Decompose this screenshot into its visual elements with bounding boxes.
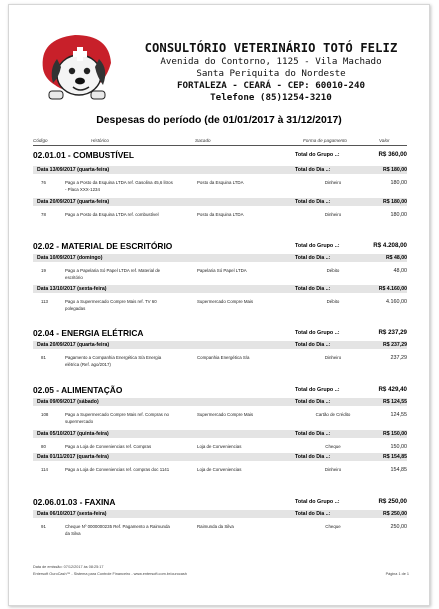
page-number: Página 1 de 1 [385, 572, 409, 576]
row-history: Pago a Supermercado Compre Mais ref. Compras no supermercado [65, 412, 169, 424]
table-row [33, 211, 407, 227]
clinic-header [121, 41, 421, 104]
day-header [33, 285, 407, 293]
row-payee: Loja de Conveniencias [197, 444, 242, 449]
row-payment-form: Dinheiro [324, 355, 342, 360]
day-total-value: R$ 124,55 [383, 399, 407, 405]
row-code: 91 [41, 524, 46, 529]
day-total-label: Total do Dia ..: [295, 255, 331, 261]
day-total-value: R$ 154,85 [383, 454, 407, 460]
row-value: 154,85 [390, 467, 407, 473]
clinic-logo [35, 29, 117, 111]
row-code: 108 [41, 412, 49, 417]
address-line1: Avenida do Contorno, 1125 - Vila Machado [160, 56, 382, 67]
group-header [33, 241, 407, 251]
group-total-value: R$ 360,00 [378, 151, 407, 158]
day-total-label: Total do Dia ..: [295, 399, 331, 405]
day-total-value: R$ 237,29 [383, 342, 407, 348]
row-code: 114 [41, 467, 48, 472]
software-credit: Entersoft OuroCash™ - Sistema para Controle Financeiro - www.entersoft.com.br/ourocash [33, 572, 187, 576]
day-total-label: Total do Dia ..: [295, 167, 331, 173]
row-value: 150,00 [390, 444, 407, 450]
row-code: 81 [41, 355, 46, 360]
row-payment-form: Débito [326, 299, 340, 304]
emission-date: Data de emissão: 07/12/2017 às 08:25:17 [33, 565, 104, 569]
phone-line: Telefone (85)1254-3210 [210, 92, 332, 103]
row-history: Pago a Supermercado Compre Mais ref. TV 60 polegadas [65, 299, 157, 311]
day-total-value: R$ 180,00 [383, 167, 407, 173]
day-date: Data 10/09/2017 (domingo) [37, 255, 103, 261]
day-total-label: Total do Dia ..: [295, 342, 331, 348]
row-history: Pago a Loja de Conveniencias ref. compras doc 1141 [65, 467, 170, 472]
day-date: Data 06/10/2017 (sexta-feira) [37, 511, 107, 517]
group-header [33, 150, 407, 160]
row-history: Pago a Posto da Esquina LTDA ref. Gasolina 45,6 litros - Placa XXX-1234 [65, 180, 173, 192]
row-history: Pago a Loja de Conveniencias ref. Compras [65, 444, 152, 449]
table-row [33, 354, 407, 370]
row-value: 237,29 [390, 355, 407, 361]
day-header [33, 453, 407, 461]
group-total-value: R$ 4.208,00 [373, 242, 407, 249]
column-header-payee: Sacado [195, 138, 211, 143]
row-code: 113 [41, 299, 48, 304]
day-date: Data 01/11/2017 (quarta-feira) [37, 454, 109, 460]
row-payee: Supermercado Compre Mais [197, 412, 254, 417]
row-payee: Raimunda da Silva [197, 524, 234, 529]
row-payment-form: Dinheiro [324, 212, 342, 217]
report-title: Despesas do período (de 01/01/2017 à 31/12/2017) [96, 115, 342, 126]
day-total-label: Total do Dia ..: [295, 199, 331, 205]
row-code: 19 [41, 268, 46, 273]
group-name: 02.06.01.03 - FAXINA [33, 497, 116, 507]
group-name: 02.01.01 - COMBUSTÍVEL [33, 150, 134, 160]
table-row [33, 466, 407, 482]
day-date: Data 20/09/2017 (quarta-feira) [37, 342, 110, 348]
group-total-label: Total do Grupo ..: [295, 387, 340, 393]
group-total-label: Total do Grupo ..: [295, 499, 340, 505]
day-total-value: R$ 250,00 [383, 511, 407, 517]
row-payee: Papelaria Só Papel LTDA [197, 268, 247, 273]
day-header [33, 510, 407, 518]
group-total-label: Total do Grupo ..: [295, 152, 340, 158]
row-history: Pagamento a Companhia Energética S/a Energia elétrica (Ref. ago/2017) [65, 355, 162, 367]
column-header-code: Código [33, 138, 48, 143]
day-total-value: R$ 4.160,00 [378, 286, 407, 292]
table-row [33, 267, 407, 283]
row-payee: Loja de Conveniencias [197, 467, 242, 472]
day-total-label: Total do Dia ..: [295, 454, 331, 460]
header-divider [33, 145, 407, 146]
day-header [33, 166, 407, 174]
row-value: 4.160,00 [386, 299, 407, 305]
table-row [33, 523, 407, 539]
row-value: 180,00 [390, 180, 407, 186]
group-total-value: R$ 237,29 [378, 329, 407, 336]
day-header [33, 398, 407, 406]
row-value: 180,00 [390, 212, 407, 218]
day-total-label: Total do Dia ..: [295, 431, 331, 437]
group-total-value: R$ 250,00 [378, 498, 407, 505]
table-row [33, 179, 407, 195]
group-total-label: Total do Grupo ..: [295, 243, 340, 249]
row-value: 48,00 [393, 268, 407, 274]
row-code: 80 [41, 444, 46, 449]
day-date: Data 13/09/2017 (quarta-feira) [37, 167, 110, 173]
group-header [33, 497, 407, 507]
day-total-value: R$ 150,00 [383, 431, 407, 437]
day-header [33, 254, 407, 262]
row-history: Cheque Nº 0000000235 Ref. Pagamento a Raimunda da Silva [65, 524, 170, 536]
group-header [33, 328, 407, 338]
row-payment-form: Débito [326, 268, 340, 273]
address-line2: Santa Periquita do Nordeste [196, 68, 346, 79]
row-payment-form: Dinheiro [324, 467, 342, 472]
row-value: 250,00 [390, 524, 407, 530]
row-payee: Posto da Esquina LTDA [197, 180, 244, 185]
row-payment-form: Cartão de Crédito [315, 412, 351, 417]
row-code: 78 [41, 212, 46, 217]
group-name: 02.02 - MATERIAL DE ESCRITÓRIO [33, 241, 173, 251]
row-payment-form: Dinheiro [324, 180, 342, 185]
row-code: 76 [41, 180, 46, 185]
group-name: 02.04 - ENERGIA ELÉTRICA [33, 328, 144, 338]
day-total-value: R$ 48,00 [385, 255, 407, 261]
column-header-payment-form: Forma de pagamento [303, 138, 347, 143]
row-payment-form: Cheque [325, 524, 341, 529]
day-date: Data 09/09/2017 (sábado) [37, 399, 99, 405]
day-header [33, 430, 407, 438]
day-date: Data 20/09/2017 (quarta-feira) [37, 199, 110, 205]
row-history: Pago a Papelaria Só Papel LTDA ref. Material de escritório [65, 268, 161, 280]
day-date: Data 05/10/2017 (quinta-feira) [37, 431, 109, 437]
column-header-value: Valor [379, 138, 390, 143]
group-header [33, 385, 407, 395]
day-header [33, 341, 407, 349]
clinic-name: CONSULTÓRIO VETERINÁRIO TOTÓ FELIZ [144, 41, 398, 55]
group-total-label: Total do Grupo ..: [295, 330, 340, 336]
day-header [33, 198, 407, 206]
column-header-history: Histórico [91, 138, 109, 143]
row-payee: Supermercado Compre Mais [197, 299, 254, 304]
row-value: 124,55 [390, 412, 407, 418]
group-name: 02.05 - ALIMENTAÇÃO [33, 385, 123, 395]
day-total-label: Total do Dia ..: [295, 286, 331, 292]
day-date: Data 13/10/2017 (sexta-feira) [37, 286, 107, 292]
row-history: Pago a Posto da Esquina LTDA ref. combustível [65, 212, 159, 217]
table-row [33, 298, 407, 314]
group-total-value: R$ 429,40 [378, 386, 407, 393]
day-total-value: R$ 180,00 [383, 199, 407, 205]
table-row [33, 411, 407, 427]
row-payment-form: Cheque [325, 444, 341, 449]
row-payee: Companhia Energética S/a [197, 355, 250, 360]
day-total-label: Total do Dia ..: [295, 511, 331, 517]
report-page [8, 4, 430, 606]
city-line: FORTALEZA - CEARÁ - CEP: 60010-240 [176, 80, 366, 91]
row-payee: Posto da Esquina LTDA [197, 212, 244, 217]
